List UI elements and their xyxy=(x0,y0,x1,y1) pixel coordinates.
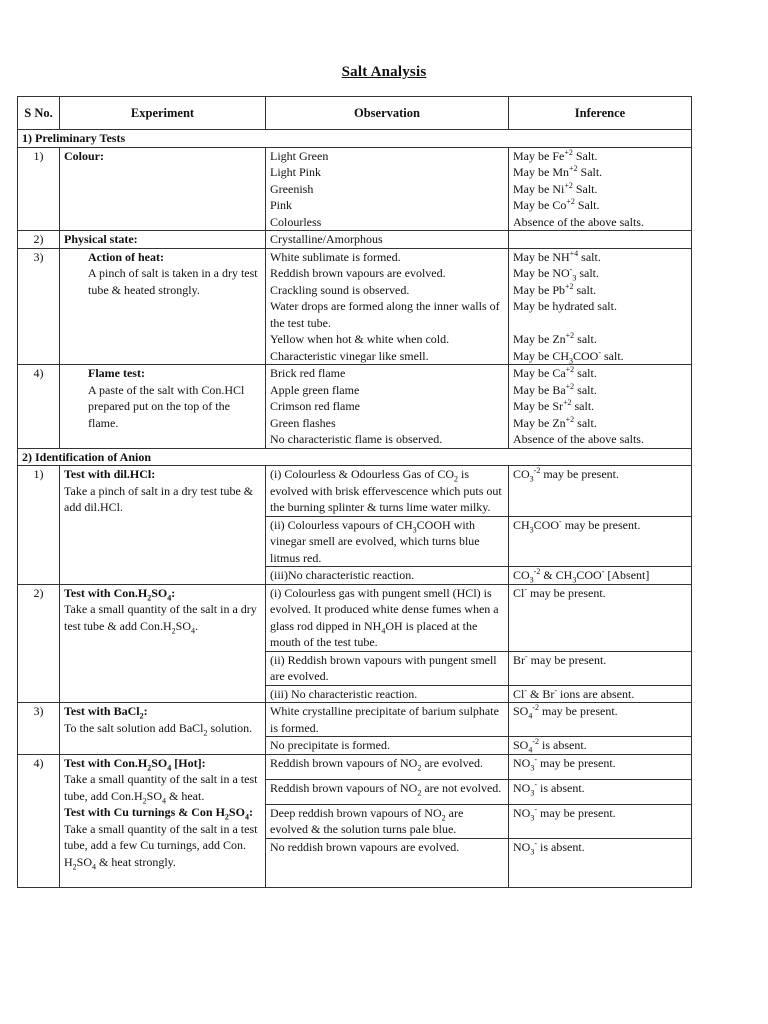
observation-cell: Colourless xyxy=(266,214,509,231)
header-experiment: Experiment xyxy=(60,97,266,130)
inference-cell: May be $Ba^{+2}$ salt. xyxy=(509,382,692,399)
inference-cell: May be $CH_3COO^-$ salt. xyxy=(509,348,692,365)
sno-cell: 2) xyxy=(18,584,60,703)
inference-cell: May be $Sr^{+2}$ salt. xyxy=(509,398,692,415)
observation-cell: Light Green xyxy=(266,147,509,164)
observation-cell: Green flashes xyxy=(266,415,509,432)
observation-cell: (ii) Reddish brown vapours with pungent smell are evolved. xyxy=(266,651,509,685)
observation-cell: Water drops are formed along the inner walls of the test tube. xyxy=(266,298,509,331)
table-row xyxy=(18,754,692,779)
observation-cell: Reddish brown vapours are evolved. xyxy=(266,265,509,282)
inference-cell: $SO_4^{-2}$ is absent. xyxy=(509,737,692,755)
observation-cell: Crackling sound is observed. xyxy=(266,282,509,299)
observation-cell: (i) Colourless gas with pungent smell (HCl) is evolved. It produced white dense fumes when a glass rod dipped in $NH_4OH$ is placed at the mouth of the test tube. xyxy=(266,584,509,651)
observation-cell: (ii) Colourless vapours of $CH_3COOH$ with vinegar smell are evolved, which turns blue litmus red. xyxy=(266,516,509,567)
observation-cell: Reddish brown vapours of $NO_2$ are not evolved. xyxy=(266,779,509,804)
observation-cell: No precipitate is formed. xyxy=(266,737,509,755)
inference-cell: May be $Mn^{+2}$ Salt. xyxy=(509,164,692,181)
inference-cell: May be $NO^-_3$ salt. xyxy=(509,265,692,282)
inference-cell: May be hydrated salt. xyxy=(509,298,692,331)
table-row xyxy=(18,147,692,164)
experiment-title: Test with $Con.H_2SO_4$ [Hot]: xyxy=(64,755,206,772)
experiment-cell xyxy=(60,466,266,585)
observation-cell: White crystalline precipitate of barium sulphate is formed. xyxy=(266,703,509,737)
sno-cell: 3) xyxy=(18,248,60,365)
inference-cell: May be $Ni^{+2}$ Salt. xyxy=(509,181,692,198)
inference-cell: May be $Fe^{+2}$ Salt. xyxy=(509,147,692,164)
inference-cell: May be $NH^{+4}$ salt. xyxy=(509,248,692,265)
sno-cell: 4) xyxy=(18,365,60,449)
experiment-desc: To the salt solution add BaCl$_2$ solution. xyxy=(64,720,253,737)
experiment-desc: A paste of the salt with Con.HCl prepared put on the top of the flame. xyxy=(88,382,245,430)
inference-cell: $NO_3^-$ may be present. xyxy=(509,804,692,838)
inference-cell: $SO_4^{-2}$ may be present. xyxy=(509,703,692,737)
table-row xyxy=(18,248,692,265)
observation-cell: Yellow when hot & white when cold. xyxy=(266,331,509,348)
inference-cell: Cl- may be present. xyxy=(509,584,692,651)
section-anion: 2) Identification of Anion xyxy=(18,448,692,466)
experiment-title: Flame test: xyxy=(88,366,145,380)
section-row xyxy=(18,130,692,148)
experiment-cell xyxy=(60,584,266,703)
observation-cell: Deep reddish brown vapours of $NO_2$ are evolved & the solution turns pale blue. xyxy=(266,804,509,838)
observation-cell: (iii) No characteristic reaction. xyxy=(266,685,509,703)
experiment-title: Physical state: xyxy=(64,232,138,246)
experiment-cell xyxy=(60,703,266,755)
observation-cell: Characteristic vinegar like smell. xyxy=(266,348,509,365)
inference-cell: $CH_3COO^-$ may be present. xyxy=(509,516,692,567)
experiment-desc: Take a pinch of salt in a dry test tube & add dil.HCl. xyxy=(64,483,254,514)
inference-cell: $NO_3^-$ is absent. xyxy=(509,779,692,804)
observation-cell: Brick red flame xyxy=(266,365,509,382)
observation-cell: Pink xyxy=(266,197,509,214)
header-inference: Inference xyxy=(509,97,692,130)
observation-cell: White sublimate is formed. xyxy=(266,248,509,265)
experiment-desc: A pinch of salt is taken in a dry test tube & heated strongly. xyxy=(88,266,258,297)
experiment-title: Action of heat: xyxy=(88,249,164,264)
header-sno: S No. xyxy=(18,97,60,130)
salt-analysis-table xyxy=(17,96,692,888)
observation-cell: Crimson red flame xyxy=(266,398,509,415)
experiment-cell xyxy=(60,804,266,887)
inference-cell: $CO_3^{-2}$ may be present. xyxy=(509,466,692,517)
sno-cell: 1) xyxy=(18,466,60,585)
inference-cell: May be $Co^{+2}$ Salt. xyxy=(509,197,692,214)
inference-cell: Absence of the above salts. xyxy=(509,431,692,448)
table-row xyxy=(18,804,692,838)
inference-cell: $NO_3^-$ is absent. xyxy=(509,838,692,887)
header-row xyxy=(18,97,692,130)
experiment-cell xyxy=(60,147,266,231)
observation-cell: (iii)No characteristic reaction. xyxy=(266,567,509,585)
observation-cell: No characteristic flame is observed. xyxy=(266,431,509,448)
experiment-desc: Take a small quantity of the salt in a dry test tube & add $Con.H_2SO_4$. xyxy=(64,602,257,635)
inference-cell: Br- may be present. xyxy=(509,651,692,685)
inference-cell: $NO_3^-$ may be present. xyxy=(509,754,692,779)
table-row xyxy=(18,466,692,517)
inference-cell: May be $Zn^{+2}$ salt. xyxy=(509,415,692,432)
experiment-title: Test with BaCl$_2$: xyxy=(64,704,148,721)
experiment-cell xyxy=(60,248,266,365)
inference-cell: Cl- & Br- ions are absent. xyxy=(509,685,692,703)
observation-cell: (i) Colourless & Odourless Gas of $CO_2$ is evolved with brisk effervescence which puts out the burning splinter & turns lime water milky. xyxy=(266,466,509,517)
experiment-desc: Take a small quantity of the salt in a test tube, add $Con.H_2SO_4$ & heat. xyxy=(64,772,258,804)
table-row xyxy=(18,365,692,382)
experiment-title: Test with dil.HCl: xyxy=(64,467,156,481)
experiment-cell xyxy=(60,231,266,249)
experiment-cell xyxy=(60,754,266,804)
inference-cell: May be $Ca^{+2}$ salt. xyxy=(509,365,692,382)
inference-cell: $CO_3^{-2}$ & $CH_3COO^-$ [Absent] xyxy=(509,567,692,585)
observation-cell: Apple green flame xyxy=(266,382,509,399)
experiment-cell xyxy=(60,365,266,449)
section-row xyxy=(18,448,692,466)
table-row xyxy=(18,231,692,249)
sno-cell: 3) xyxy=(18,703,60,755)
inference-cell: May be $Zn^{+2}$ salt. xyxy=(509,331,692,348)
table-row xyxy=(18,584,692,651)
observation-cell: No reddish brown vapours are evolved. xyxy=(266,838,509,887)
section-preliminary: 1) Preliminary Tests xyxy=(18,130,692,148)
sno-cell: 1) xyxy=(18,147,60,231)
experiment-desc: Take a small quantity of the salt in a test tube, add a few Cu turnings, add Con. $H_2SO_4$ & heat strongly. xyxy=(64,821,258,871)
observation-cell: Greenish xyxy=(266,181,509,198)
inference-cell: May be $Pb^{+2}$ salt. xyxy=(509,282,692,299)
inference-cell: Absence of the above salts. xyxy=(509,214,692,231)
sno-cell: 4) xyxy=(18,754,60,887)
observation-cell: Light Pink xyxy=(266,164,509,181)
observation-cell: Reddish brown vapours of $NO_2$ are evolved. xyxy=(266,754,509,779)
sno-cell: 2) xyxy=(18,231,60,249)
experiment-title: Test with $Con.H_2SO_4$: xyxy=(64,585,176,602)
table-row xyxy=(18,703,692,737)
inference-cell xyxy=(509,231,692,249)
observation-cell: Crystalline/Amorphous xyxy=(266,231,509,249)
experiment-title: Test with Cu turnings & Con $H_2SO_4$: xyxy=(64,805,253,822)
header-observation: Observation xyxy=(266,97,509,130)
experiment-title: Colour: xyxy=(64,148,104,163)
page-title: Salt Analysis xyxy=(341,64,427,80)
